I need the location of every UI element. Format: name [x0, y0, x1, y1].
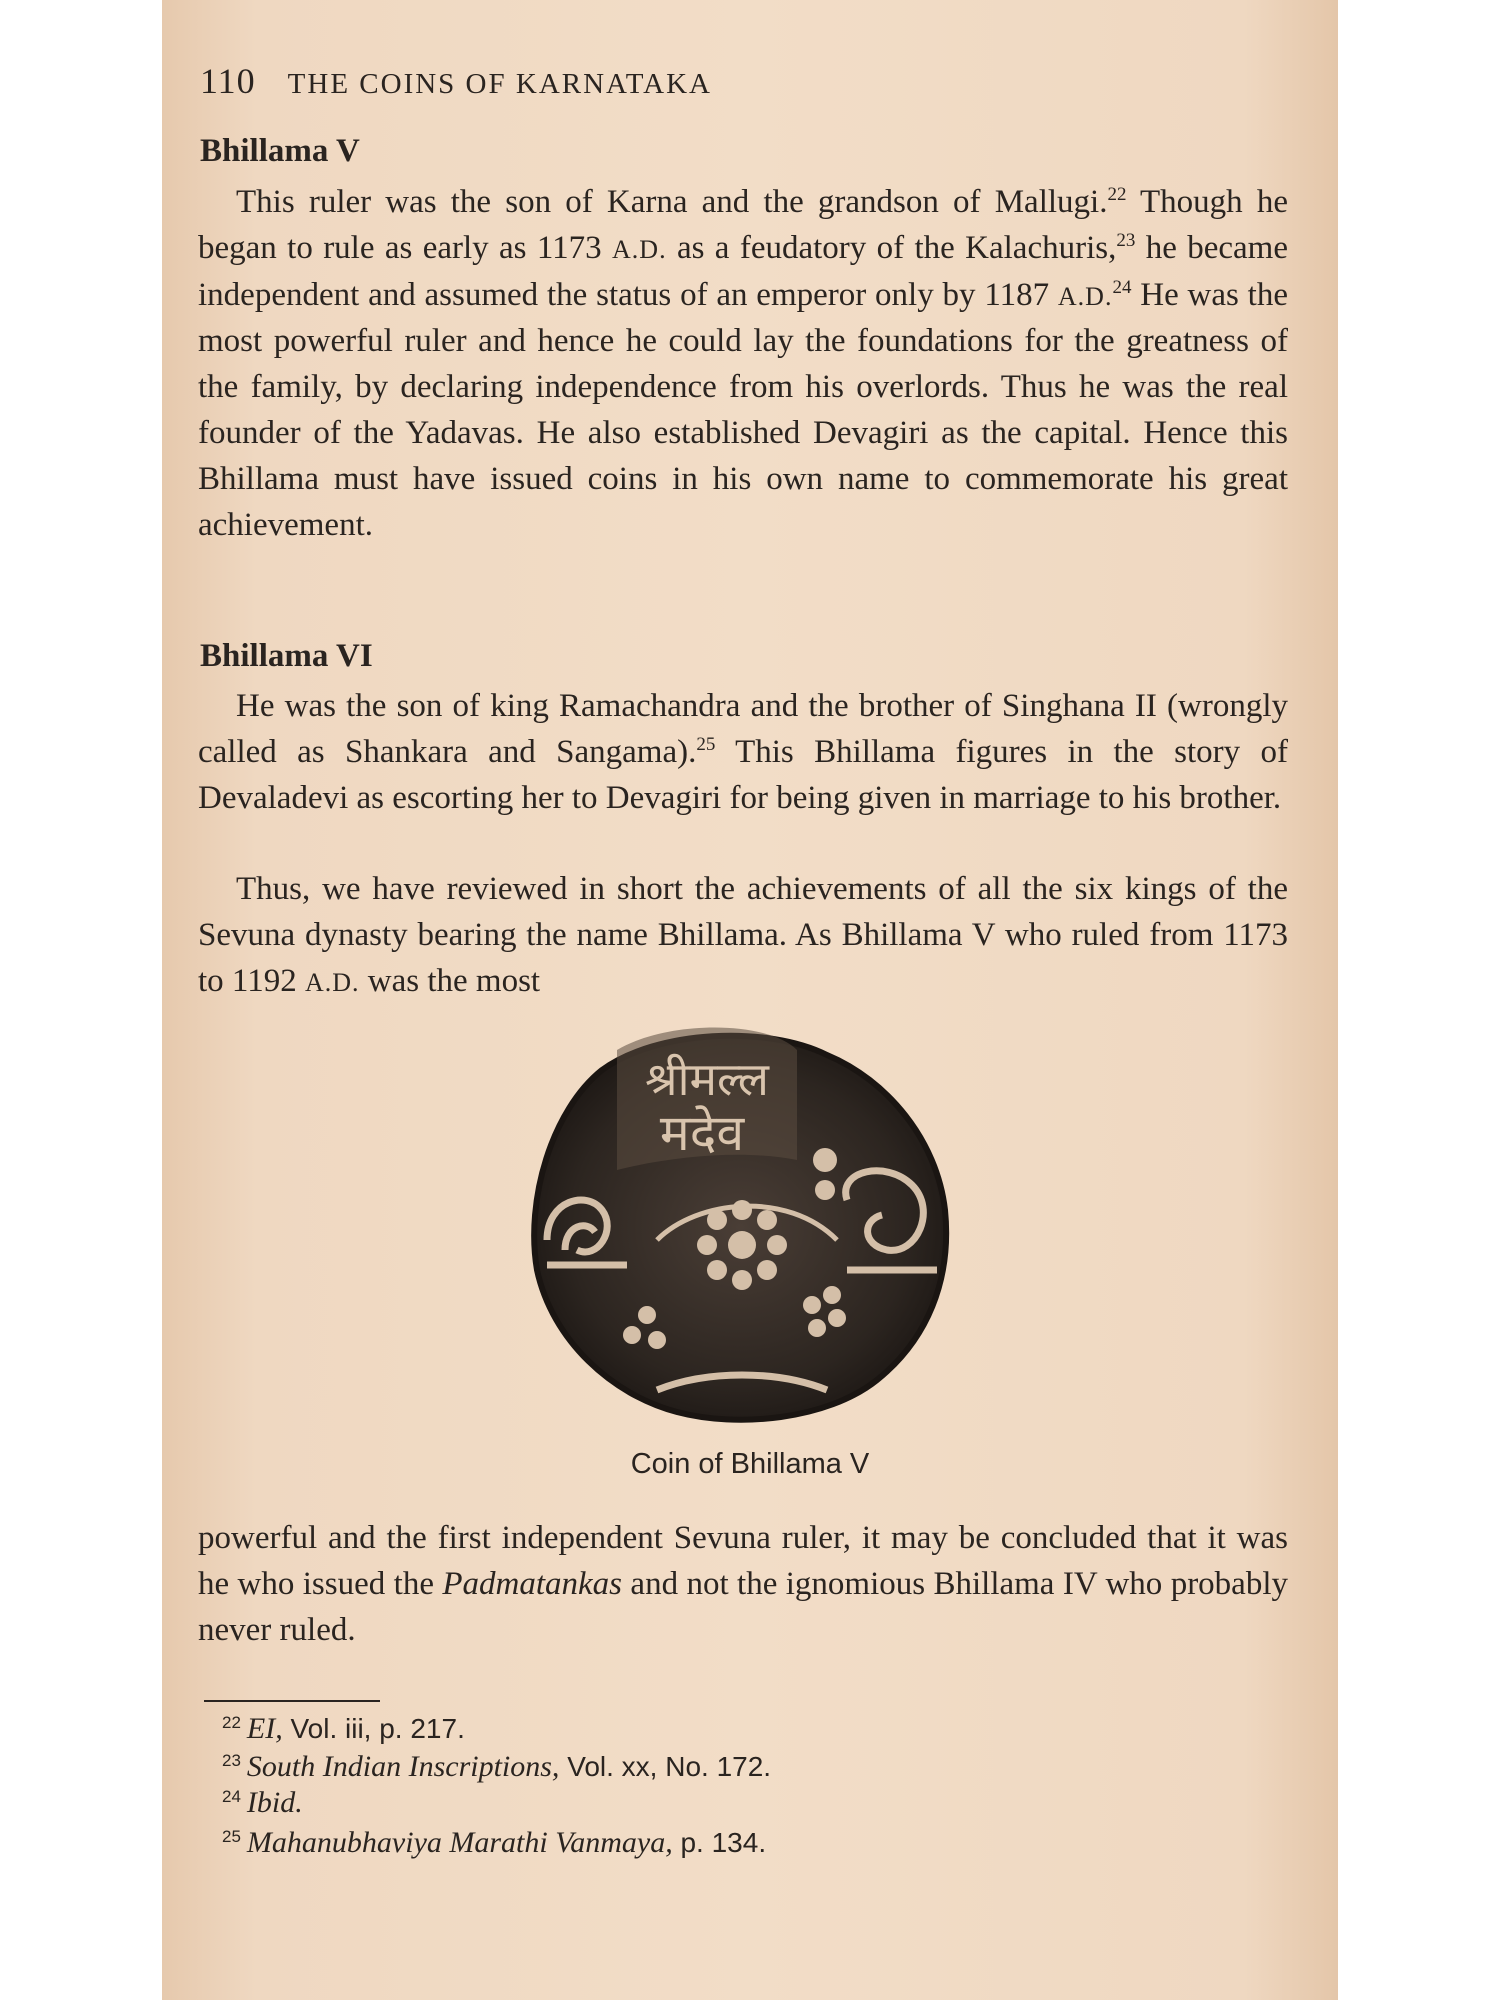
text-run: as a feudatory of the Kalachuris,: [666, 229, 1117, 266]
footnote-22: [222, 1712, 465, 1746]
footnote-23: [222, 1750, 771, 1784]
running-title: THE COINS OF KARNATAKA: [287, 68, 712, 100]
era-abbrev: A.D.: [304, 967, 360, 997]
coin-image: [507, 1010, 977, 1440]
footnote-ref: 22: [1107, 184, 1127, 205]
paragraph-bhillama-v: [198, 180, 1288, 548]
footnote-source: EI,: [246, 1712, 283, 1745]
text-run: and not the ignomious Bhillama IV who probably never ruled.: [198, 1565, 1288, 1648]
coin-legend-line-1: श्रीमल्ल: [645, 1052, 769, 1106]
footnote-number: 25: [222, 1827, 241, 1846]
text-run: was the most: [359, 962, 541, 999]
paragraph-continuation: [198, 1516, 1288, 1653]
section-heading-bhillama-v: Bhillama V: [200, 133, 360, 169]
footnote-number: 24: [222, 1787, 241, 1806]
footnote-number: 22: [222, 1713, 241, 1732]
footnote-ref: 23: [1116, 229, 1136, 251]
footnote-source: South Indian Inscriptions,: [246, 1750, 560, 1783]
era-abbrev: A.D.: [612, 234, 667, 264]
footnote-ref: 24: [1112, 276, 1132, 298]
text-run: He was the son of king Ramachandra and the brother of Singhana II (wrongly called as Shankara and Sangama).: [198, 688, 1288, 770]
era-abbrev: A.D.: [1057, 281, 1113, 311]
footnote-detail: Vol. xx, No. 172.: [559, 1751, 772, 1782]
text-run: This Bhillama figures in the story of Devaladevi as escorting her to Devagiri for being given in marriage to his brother.: [198, 733, 1288, 816]
footnote-source: Mahanubhaviya Marathi Vanmaya,: [246, 1826, 673, 1859]
italic-term: Padmatankas: [442, 1565, 623, 1602]
text-run: Though he began to rule as early as 1173: [198, 184, 1288, 266]
footnote-detail: Vol. iii, p. 217.: [282, 1713, 465, 1744]
text-run: Thus, we have reviewed in short the achievements of all the six kings of the Sevuna dynasty bearing the name Bhillama. As Bhillama V who ruled from 1173 to 1192: [198, 871, 1288, 999]
running-header: [200, 60, 1280, 102]
footnote-detail: p. 134.: [672, 1827, 767, 1858]
paragraph-bhillama-vi: [198, 684, 1288, 821]
paragraph-review: [198, 867, 1288, 1005]
text-run: This ruler was the son of Karna and the grandson of Mallugi.: [236, 184, 1108, 220]
page-number: 110: [200, 61, 256, 101]
text-run: He was the most powerful ruler and hence he could lay the foundations for the greatness of the family, by declaring independence from his overlords. Thus he was the real founder of the Yadavas. He also established Devagiri as the capital. Hence this Bhillama must have issued coins in his own name to commemorate his great achievement.: [198, 276, 1288, 543]
figure-caption: Coin of Bhillama V: [630, 1448, 870, 1480]
footnote-number: 23: [222, 1751, 241, 1770]
footnote-25: [222, 1826, 766, 1860]
footnote-source: Ibid.: [246, 1786, 303, 1819]
text-run: he became independent and assumed the status of an emperor only by 1187: [198, 229, 1288, 313]
footnote-ref: 25: [696, 733, 716, 755]
footnote-24: [222, 1786, 303, 1820]
book-page: [162, 0, 1338, 2000]
footnote-rule: [204, 1700, 380, 1702]
section-heading-bhillama-vi: Bhillama VI: [200, 638, 373, 674]
text-run: powerful and the first independent Sevuna ruler, it may be concluded that it was he who issued the: [198, 1520, 1288, 1602]
coin-legend-line-2: मदेव: [659, 1104, 745, 1162]
